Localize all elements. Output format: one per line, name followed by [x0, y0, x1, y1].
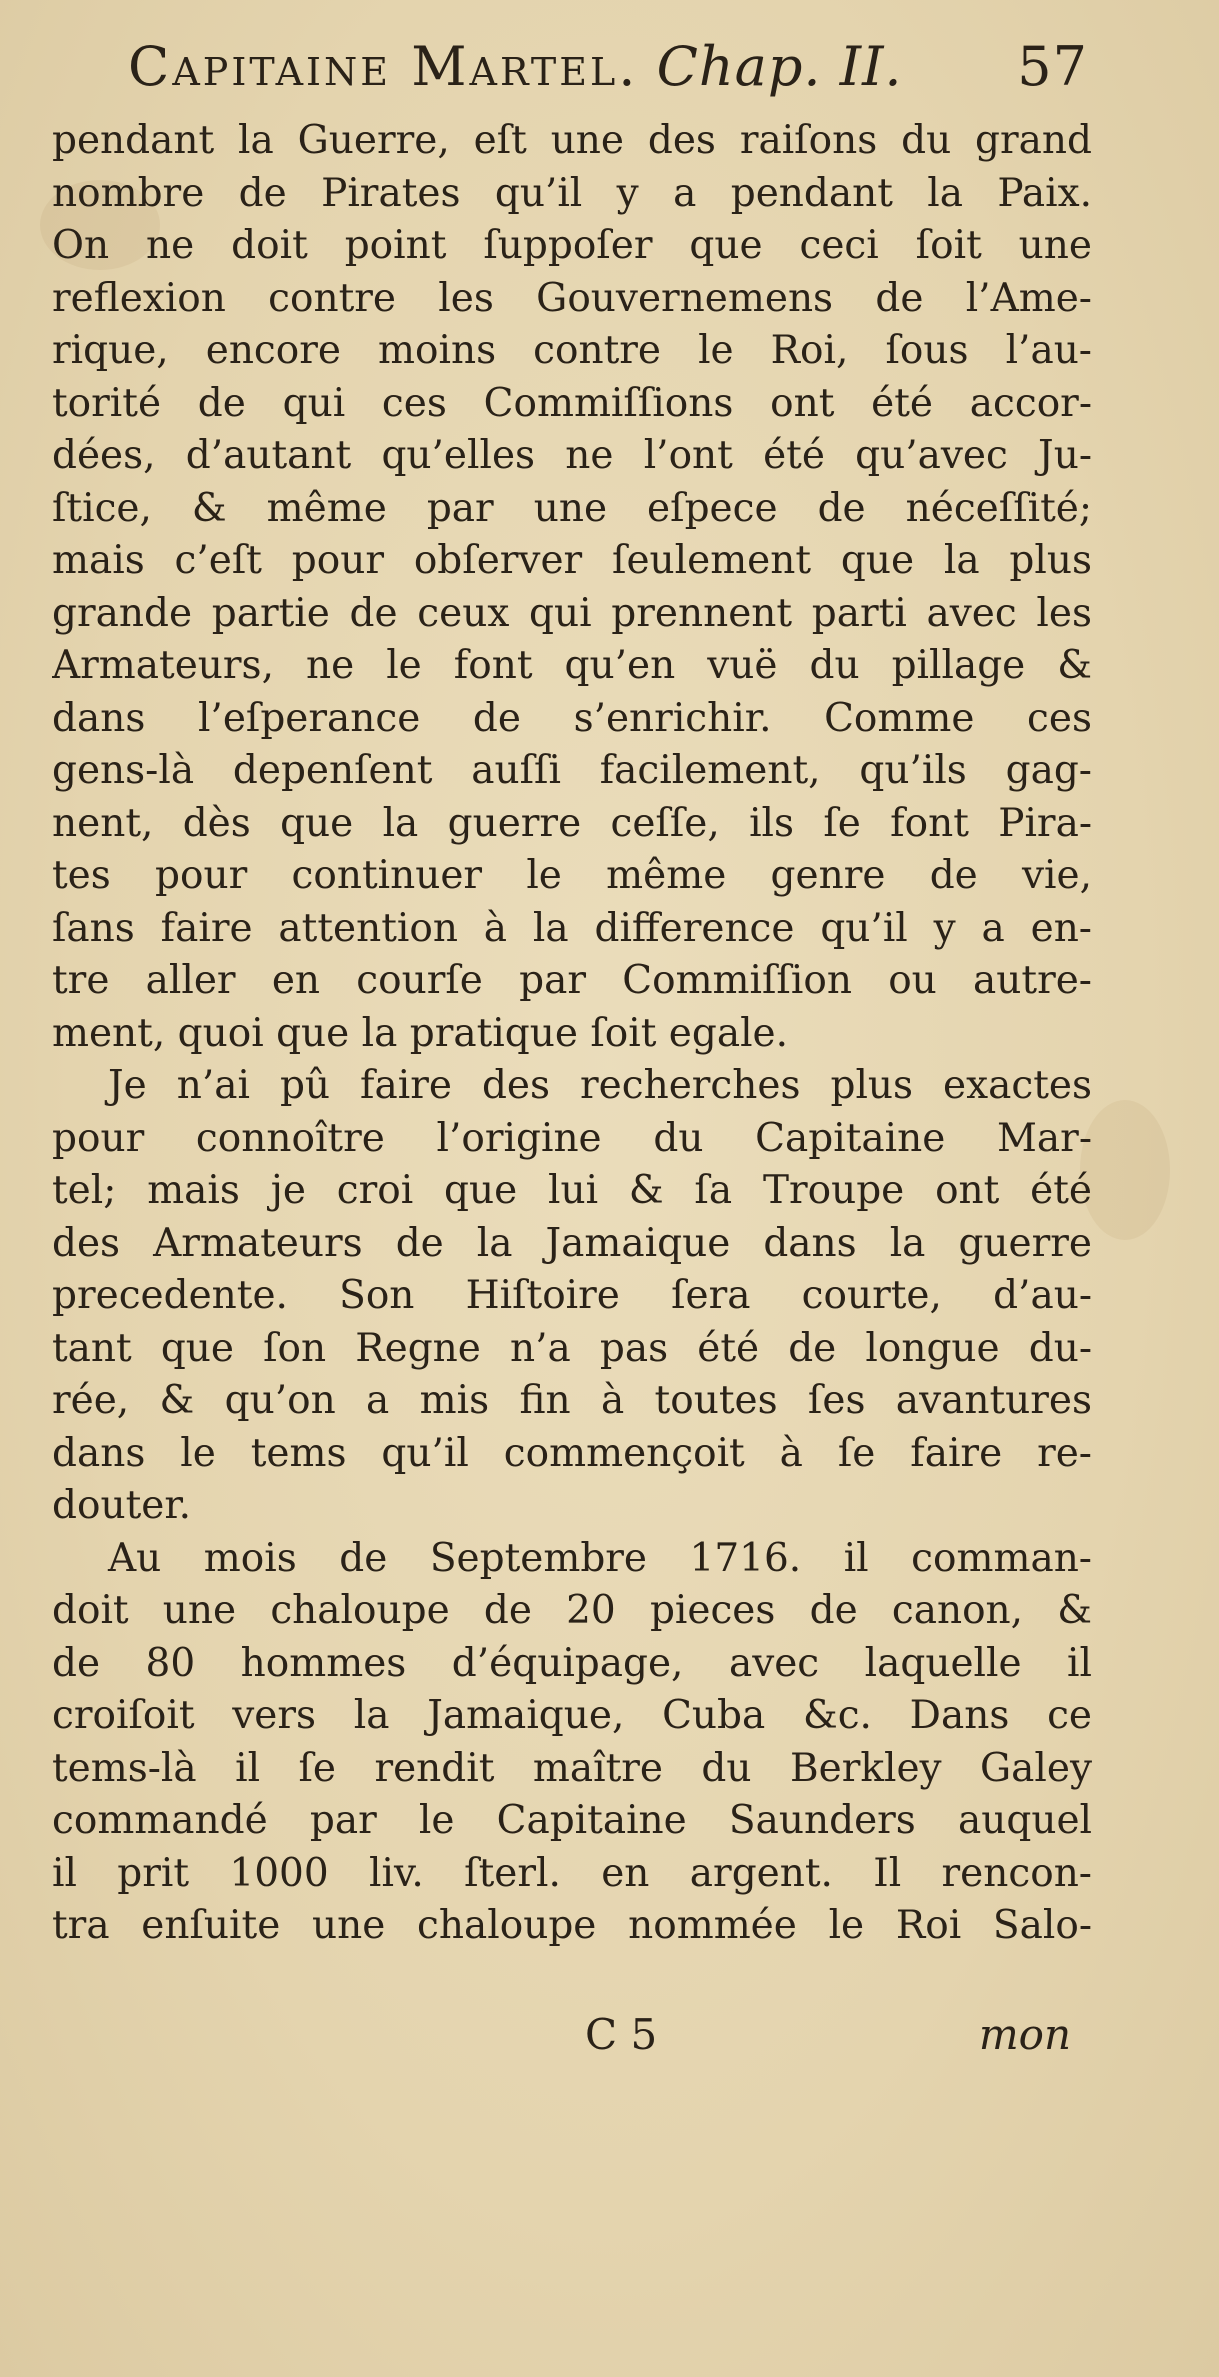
text-line: ſans faire attention à la difference qu’il y a en- — [52, 905, 1092, 951]
text-line: des Armateurs de la Jamaique dans la guerre — [52, 1220, 1092, 1266]
text-line: rique, encore moins contre le Roi, ſous l’au- — [52, 328, 1092, 373]
text-line: ſtice, & même par une eſpece de néceſſité; — [52, 485, 1092, 531]
text-line: On ne doit point ſuppoſer que ceci ſoit une — [52, 223, 1092, 268]
text-line: tel; mais je croi que lui & ſa Troupe ont été — [52, 1168, 1092, 1213]
text-line: dées, d’autant qu’elles ne l’ont été qu’avec Ju- — [52, 433, 1092, 478]
text-line: ment, quoi que la pratique ſoit egale. — [52, 1010, 789, 1056]
catchword: mon — [978, 2010, 1071, 2059]
text-line: Je n’ai pû faire des recherches plus exactes — [108, 1063, 1092, 1108]
text-line: mais c’eſt pour obſerver ſeulement que la plus — [52, 538, 1092, 583]
text-line: il prit 1000 liv. ſterl. en argent. Il rencon- — [52, 1850, 1092, 1896]
body-text — [52, 115, 1092, 1953]
text-line: Armateurs, ne le font qu’en vuë du pillage & — [52, 643, 1092, 688]
text-line: gens-là depenſent auſſi facilement, qu’ils gag- — [52, 748, 1092, 793]
text-line: nent, dès que la guerre ceſſe, ils ſe font Pira- — [52, 800, 1092, 846]
signature-mark: C 5 — [585, 2010, 658, 2059]
text-line: reflexion contre les Gouvernemens de l’Ame- — [52, 275, 1092, 321]
text-line: tes pour continuer le même genre de vie, — [52, 853, 1092, 898]
text-line: precedente. Son Hiſtoire ſera courte, d’au- — [52, 1273, 1092, 1318]
text-line: tems-là il ſe rendit maître du Berkley Galey — [52, 1745, 1092, 1791]
text-line: croiſoit vers la Jamaique, Cuba &c. Dans ce — [52, 1693, 1092, 1738]
text-line: doit une chaloupe de 20 pieces de canon, & — [52, 1588, 1092, 1633]
text-line: pour connoître l’origine du Capitaine Mar- — [52, 1115, 1092, 1161]
running-head-chapter: Chap. II. — [656, 35, 903, 98]
running-head — [128, 22, 1088, 112]
text-line: torité de qui ces Commiſſions ont été accor- — [52, 380, 1092, 426]
text-line: pendant la Guerre, eſt une des raiſons du grand — [52, 118, 1092, 163]
text-line: Au mois de Septembre 1716. il comman- — [108, 1535, 1092, 1581]
page-number: 57 — [1017, 35, 1088, 98]
text-line: dans le tems qu’il commençoit à ſe faire re- — [52, 1430, 1092, 1476]
text-line: grande partie de ceux qui prennent parti avec les — [52, 590, 1092, 636]
text-line: tra enſuite une chaloupe nommée le Roi Salo- — [52, 1903, 1092, 1948]
text-line: douter. — [52, 1483, 192, 1528]
paper-stain — [1080, 1100, 1170, 1240]
running-head-title: Capitaine Martel. — [128, 35, 639, 98]
page-footer — [0, 2005, 1219, 2065]
text-line: nombre de Pirates qu’il y a pendant la Paix. — [52, 170, 1092, 216]
text-line: dans l’eſperance de s’enrichir. Comme ces — [52, 695, 1092, 741]
text-line: tant que ſon Regne n’a pas été de longue du- — [52, 1325, 1092, 1371]
text-line: de 80 hommes d’équipage, avec laquelle il — [52, 1640, 1092, 1686]
text-line: tre aller en courſe par Commiſſion ou autre- — [52, 958, 1092, 1003]
text-line: commandé par le Capitaine Saunders auquel — [52, 1798, 1092, 1843]
text-line: rée, & qu’on a mis fin à toutes ſes avantures — [52, 1378, 1092, 1423]
